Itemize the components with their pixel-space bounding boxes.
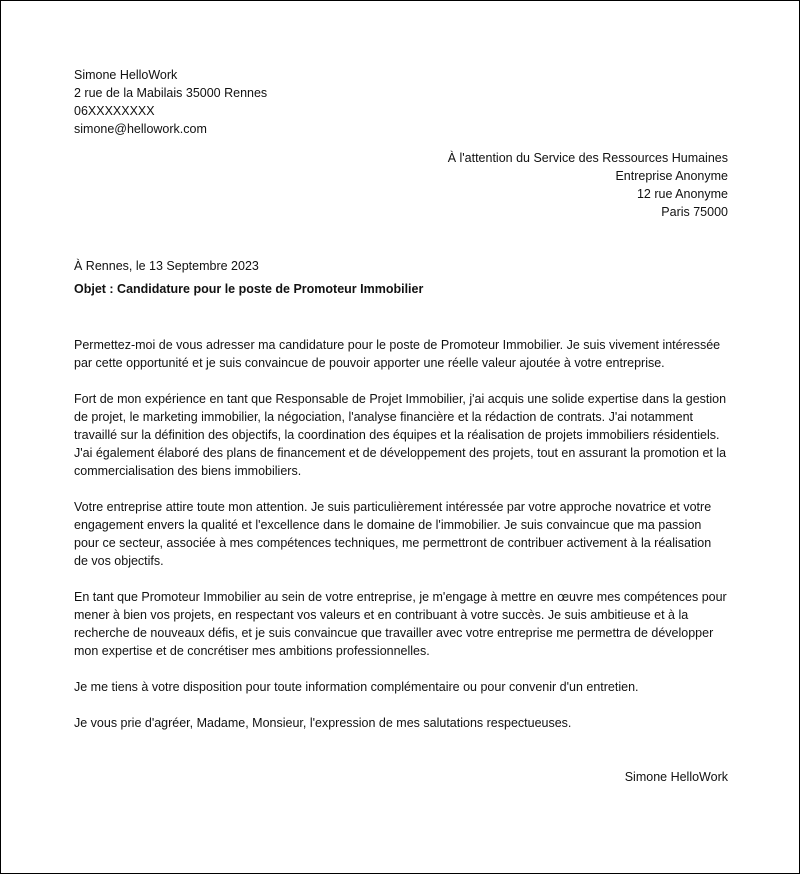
recipient-company: Entreprise Anonyme [615,169,728,183]
recipient-city: Paris 75000 [661,205,728,219]
date-line: À Rennes, le 13 Septembre 2023 [74,259,259,273]
recipient-attention: À l'attention du Service des Ressources Humaines [447,151,728,165]
letter-body [74,336,728,732]
body-paragraph: Fort de mon expérience en tant que Responsable de Projet Immobilier, j'ai acquis une solide expertise dans la gestion de projet, le marketing immobilier, la négociation, l'analyse financière et la rédaction de contrats. J'ai notamment travaillé sur la définition des objectifs, la coordination des équipes et la réalisation de projets immobiliers résidentiels. J'ai également élaboré des plans de financement et de développement des projets, tout en assurant la promotion et la commercialisation des biens immobiliers. [74,392,727,478]
body-paragraph: Votre entreprise attire toute mon attention. Je suis particulièrement intéressée par votre approche novatrice et votre engagement envers la qualité et l'excellence dans le domaine de l'immobilier. Je suis convaincue que ma passion pour ce secteur, associée à mes compétences techniques, me permettront de contribuer activement à la réalisation de vos objectifs. [74,500,712,568]
sender-name: Simone HelloWork [74,68,178,82]
letter-content [74,66,728,786]
recipient-block [74,149,728,221]
sender-block [74,66,728,138]
signature: Simone HelloWork [624,770,728,784]
sender-address: 2 rue de la Mabilais 35000 Rennes [74,86,268,100]
body-paragraph: En tant que Promoteur Immobilier au sein de votre entreprise, je m'engage à mettre en œuvre mes compétences pour mener à bien vos projets, en respectant vos valeurs et en contribuant à votre succès. Je suis ambitieuse et à la recherche de nouveaux défis, et je suis convaincue que travailler avec votre entreprise me permettra de développer mon expertise et de concrétiser mes ambitions professionnelles. [74,590,727,658]
sender-email: simone@hellowork.com [74,122,207,136]
body-paragraph: Je me tiens à votre disposition pour toute information complémentaire ou pour convenir d'un entretien. [74,680,639,694]
body-paragraph: Permettez-moi de vous adresser ma candidature pour le poste de Promoteur Immobilier. Je suis vivement intéressée par cette opportunité et je suis convaincue de pouvoir apporter une réelle valeur ajoutée à votre entreprise. [74,338,721,370]
closing-paragraph: Je vous prie d'agréer, Madame, Monsieur, l'expression de mes salutations respectueuses. [74,716,572,730]
recipient-street: 12 rue Anonyme [636,187,728,201]
sender-phone: 06XXXXXXXX [74,104,155,118]
subject-line: Objet : Candidature pour le poste de Promoteur Immobilier [74,282,424,296]
